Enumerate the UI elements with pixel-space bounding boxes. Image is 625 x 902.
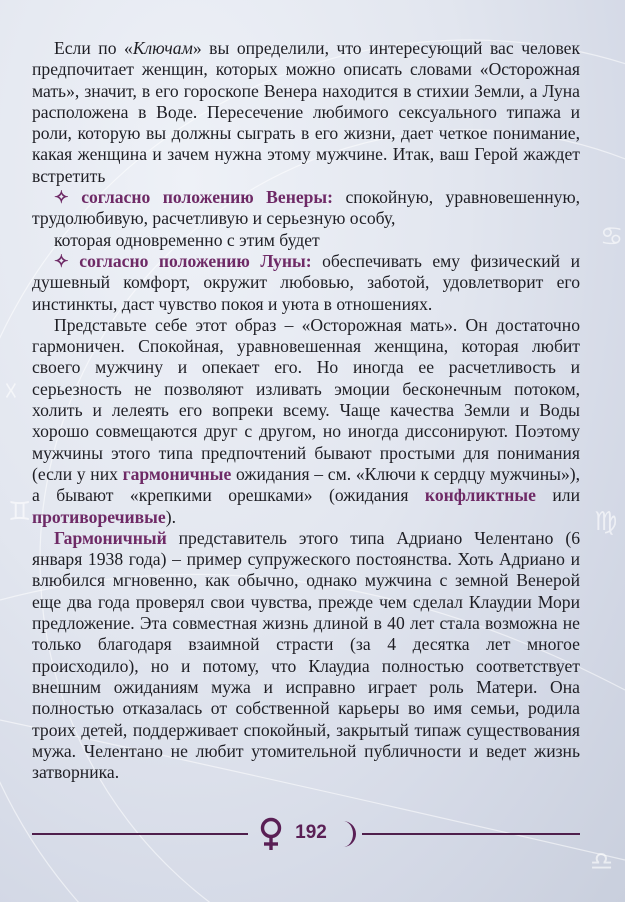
bullet-moon: ✧ согласно положению Луны: обеспечивать ему физический и душевный комфорт, окружит любовью, заботой, удовлетворит его инстинкты, даст чувство покоя и уюта в отношениях. [32,250,580,314]
svg-text:☓: ☓ [4,377,18,407]
moon-icon [335,820,359,848]
sparkle-icon: ✧ [54,187,69,208]
page-footer [32,814,580,854]
page-body [32,38,580,783]
footer-rule-left [32,833,248,835]
svg-text:♋: ♋ [600,222,624,252]
sparkle-icon: ✧ [54,250,69,271]
moon-label: согласно положению Луны: [79,250,312,271]
venus-label: согласно положению Венеры: [81,187,334,208]
paragraph-careful-mother: Представьте себе этот образ – «Осторожная мать». Он достаточно гармоничен. Спокойная, уравновешенная женщина, которая любит своего мужчину и опекает его. Но иногда ее расчетливость и серьезность не позволяют изливать эмоции бесконечным потоком, холить и лелеять его вопреки всему. Чаще качества Земли и Воды хорошо совмещаются друг с другом, но иногда диссонируют. Поэтому мужчины этого типа предпочтений бывают простыми для понимания (если у них гармоничные ожидания – см. «Ключи к сердцу мужчины»), а бывают «крепкими орешками» (ожидания конфликтные или противоречивые). [32,314,581,527]
paragraph-intro: Если по «Ключам» вы определили, что интересующий вас человек предпочитает женщин, которых можно описать словами «Осторожная мать», значит, в его гороскопе Венера находится в стихии Земли, а Луна расположена в Воде. Пересечение любимого сексуального типажа и роли, которую вы должны сыграть в его жизни, дает четкое понимание, какая женщина и зачем нужна этому мужчине. Итак, ваш Герой жаждет встретить [32,38,581,186]
svg-text:♊: ♊ [8,497,32,527]
paragraph-celentano: Гармоничный представитель этого типа Адриано Челентано (6 января 1938 года) – пример супружеского постоянства. Хоть Адриано и влюбился мгновенно, как обычно, однако мужчина с земной Венерой еще два года проверял свои чувства, прежде чем сделал Клаудии Мори предложение. Эта совместная жизнь длиной в 40 лет стала возможна не только благодаря взаимной страсти (за 4 десятка лет многое происходило), но и потому, что Клаудиа полностью соответствует внешним ожиданиям мужа и исправно играет роль Матери. Она полностью отказалась от собственной карьеры во имя семьи, родила троих детей, поддерживает спокойный, закрытый типаж существования мужа. Челентано не любит утомительной публичности и ведет жизнь затворника. [32,527,580,783]
page-number: 192 [295,822,327,843]
term-contradictory: противоречивые [32,506,166,527]
venus-icon [258,817,284,851]
term-harmonious: гармоничные [122,463,232,484]
bullet-continuation: которая одновременно с этим будет [54,229,320,250]
footer-rule-right [362,833,580,835]
bullet-venus: ✧ согласно положению Венеры: спокойную, уравновешенную, трудолюбивую, расчетливую и серьезную особу, [32,187,581,229]
keys-emphasis: Ключам [132,38,193,58]
term-harmonious-type: Гармоничный [54,527,167,548]
svg-text:♍: ♍ [594,507,618,537]
svg-text:♎: ♎ [590,847,614,877]
term-conflicting: конфликтные [424,485,536,506]
